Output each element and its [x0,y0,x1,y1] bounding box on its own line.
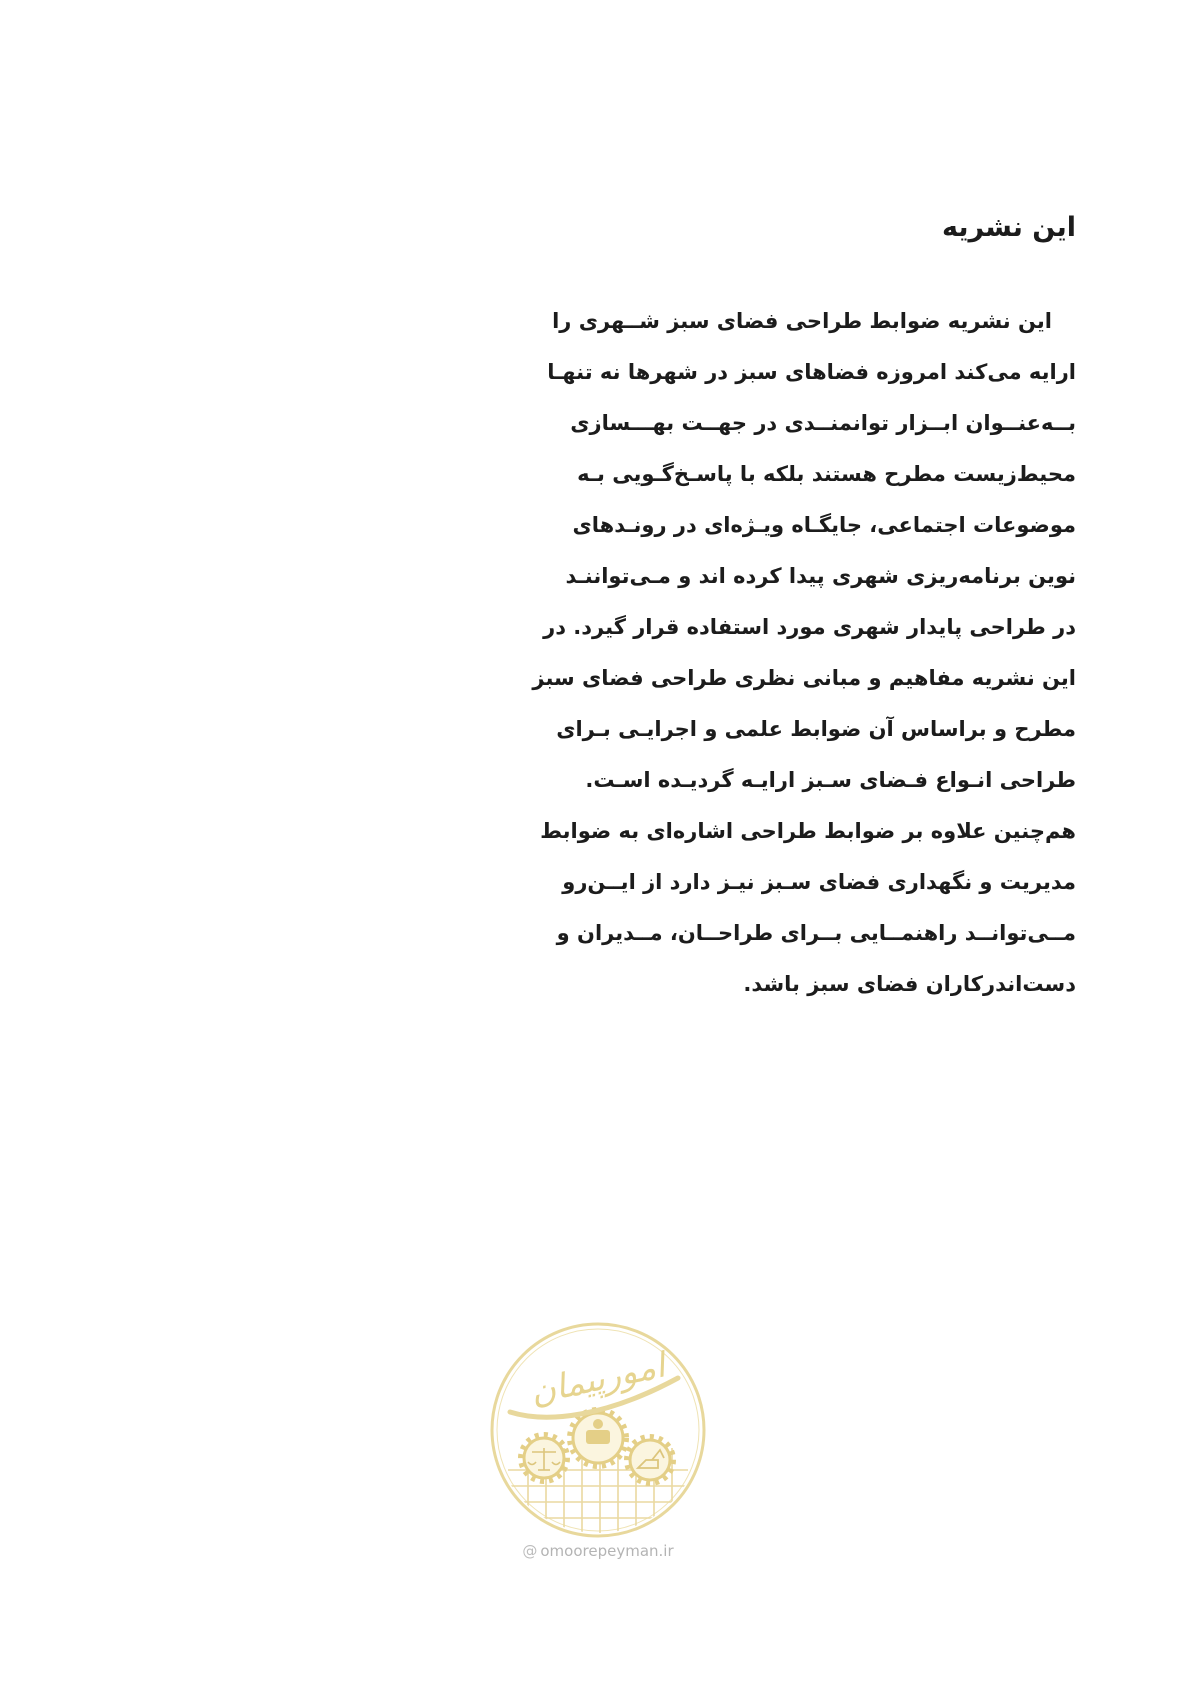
paragraph-line: مطرح و براساس آن ضوابط علمی و اجرایـی بـرای [556,717,1076,741]
watermark-url [498,1542,698,1560]
paragraph-line: موضوعات اجتماعی، جایگـاه ویـژه‌ای در رونـدهای [572,513,1076,537]
paragraph-line: ارایه می‌کند امروزه فضاهای سبز در شهرها نه تنهـا [547,360,1076,384]
paragraph-line: این نشریه مفاهیم و مبانی نظری طراحی فضای سبز [532,666,1076,690]
page-heading: این نشریه [941,212,1076,243]
body-paragraph [532,296,1076,1010]
watermark-url-text: omoorepeyman.ir [540,1542,674,1560]
paragraph-line: بــه‌عنــوان ابــزار توانمنــدی در جهــت بهـــسازی [570,411,1076,435]
paragraph-line: نوین برنامه‌ریزی شهری پیدا کرده اند و مـی‌تواننـد [565,564,1076,588]
paragraph-line: دست‌اندرکاران فضای سبز باشد. [743,972,1076,996]
watermark-logo-graphic [488,1320,708,1540]
paragraph-line: مــی‌توانــد راهنمــایی بــرای طراحــان، مــدیران و [556,921,1076,945]
paragraph-line: مدیریت و نگهداری فضای سـبز نیـز دارد از ایــن‌رو [562,870,1076,894]
watermark-logo-text: امورپیمان [526,1345,669,1413]
at-icon: @ [522,1542,538,1560]
paragraph-line: طراحی انـواع فـضای سـبز ارایـه گردیـده اسـت. [585,768,1076,792]
paragraph-line: محیط‌زیست مطرح هستند بلکه با پاسـخ‌گـویی بـه [577,462,1076,486]
watermark-logo [488,1320,708,1540]
paragraph-line: هم‌چنین علاوه بر ضوابط طراحی اشاره‌ای به ضوابط [540,819,1076,843]
paragraph-line: در طراحی پایدار شهری مورد استفاده قرار گیرد. در [543,615,1076,639]
paragraph-line: این نشریه ضوابط طراحی فضای سبز شــهری را [552,309,1052,333]
